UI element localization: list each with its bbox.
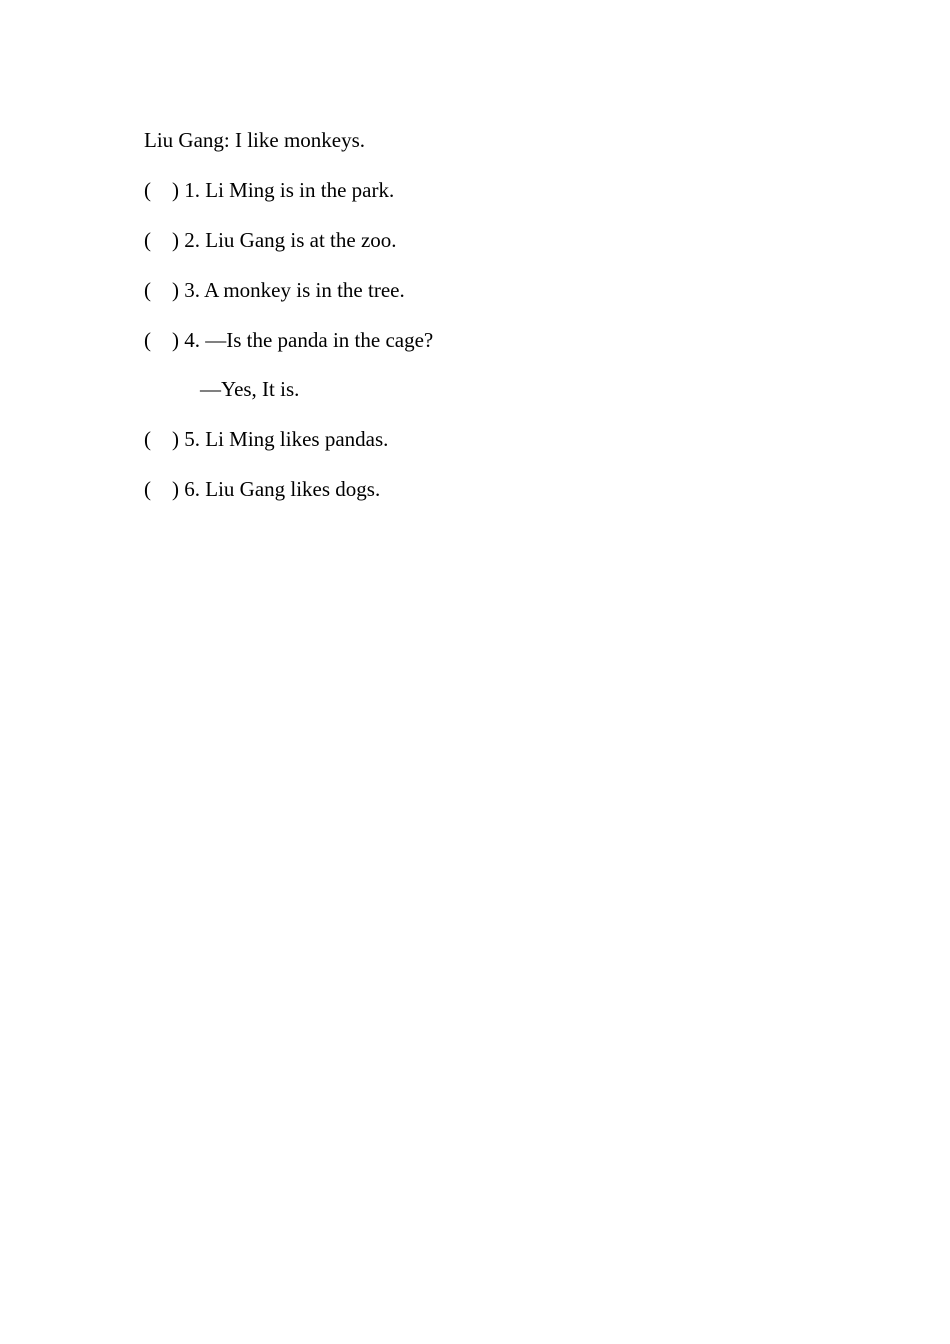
question-2: ( ) 2. Liu Gang is at the zoo. [144, 228, 397, 252]
question-4: ( ) 4. —Is the panda in the cage? [144, 328, 434, 352]
question-3: ( ) 3. A monkey is in the tree. [144, 278, 405, 302]
question-1: ( ) 1. Li Ming is in the park. [144, 178, 395, 202]
question-4-answer: —Yes, It is. [200, 377, 300, 401]
dialogue-line: Liu Gang: I like monkeys. [144, 128, 366, 152]
question-6: ( ) 6. Liu Gang likes dogs. [144, 477, 381, 501]
question-5: ( ) 5. Li Ming likes pandas. [144, 427, 389, 451]
